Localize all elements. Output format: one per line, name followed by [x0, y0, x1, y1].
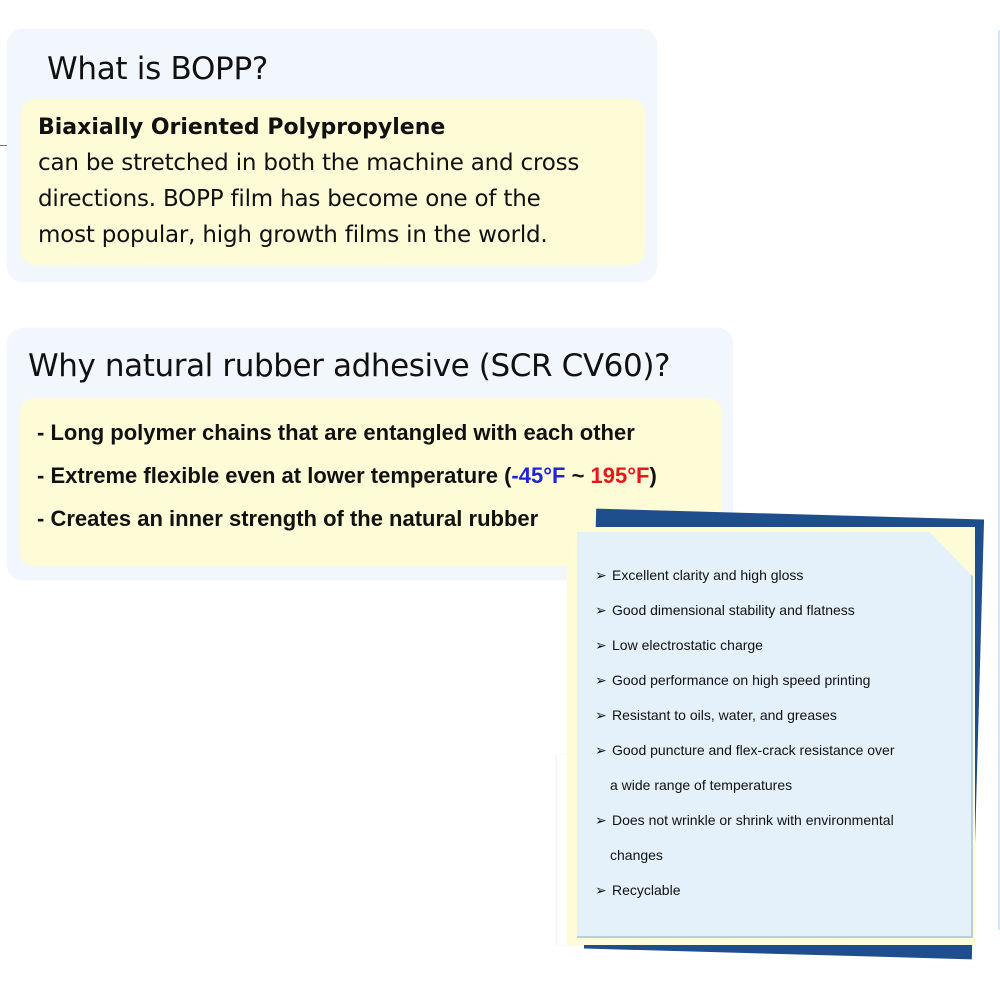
feature-text: Low electrostatic charge [612, 637, 763, 653]
feature-item [595, 873, 965, 908]
feature-item [595, 558, 965, 593]
feature-text-continuation: changes [610, 847, 663, 863]
low-temperature-value: -45°F [511, 463, 566, 488]
temperature-range-close: ) [649, 463, 657, 488]
adhesive-reason-item: - Creates an inner strength of the natural rubber [37, 506, 539, 531]
feature-text: Good dimensional stability and flatness [612, 602, 855, 618]
high-temperature-value: 195°F [590, 463, 650, 488]
feature-item [595, 628, 965, 663]
feature-text: Does not wrinkle or shrink with environmental [612, 812, 894, 828]
adhesive-reason-text: - Extreme flexible even at lower temperature ( [37, 463, 512, 488]
feature-item [595, 733, 965, 803]
feature-text: Excellent clarity and high gloss [612, 567, 804, 583]
arrow-bullet-icon: ➢ [595, 882, 607, 898]
feature-text: Resistant to oils, water, and greases [612, 707, 837, 723]
bopp-description: can be stretched in both the machine and cross directions. BOPP film has become one of the most popular, high growth films in the world. [38, 150, 580, 248]
feature-text: Good performance on high speed printing [612, 672, 871, 688]
feature-item [595, 803, 965, 873]
arrow-bullet-icon: ➢ [595, 812, 607, 828]
adhesive-panel-title: Why natural rubber adhesive (SCR CV60)? [28, 348, 671, 384]
temperature-range-separator: ~ [565, 463, 591, 488]
bopp-definition-note [21, 99, 645, 265]
feature-text: Recyclable [612, 882, 681, 898]
feature-item [595, 698, 965, 733]
feature-text: Good puncture and flex-crack resistance over [612, 742, 895, 758]
bopp-full-name: Biaxially Oriented Polypropylene [38, 115, 446, 140]
feature-item [595, 663, 965, 698]
arrow-bullet-icon: ➢ [595, 672, 607, 688]
feature-text-continuation: a wide range of temperatures [610, 777, 793, 793]
arrow-bullet-icon: ➢ [595, 707, 607, 723]
bopp-info-panel [7, 29, 657, 282]
adhesive-reason-item: - Long polymer chains that are entangled with each other [37, 420, 635, 445]
arrow-bullet-icon: ➢ [595, 742, 607, 758]
bopp-feature-list [595, 558, 965, 908]
arrow-bullet-icon: ➢ [595, 637, 607, 653]
adhesive-reason-item [37, 463, 657, 489]
arrow-bullet-icon: ➢ [595, 567, 607, 583]
bopp-panel-title: What is BOPP? [47, 51, 268, 87]
arrow-bullet-icon: ➢ [595, 602, 607, 618]
feature-item [595, 593, 965, 628]
